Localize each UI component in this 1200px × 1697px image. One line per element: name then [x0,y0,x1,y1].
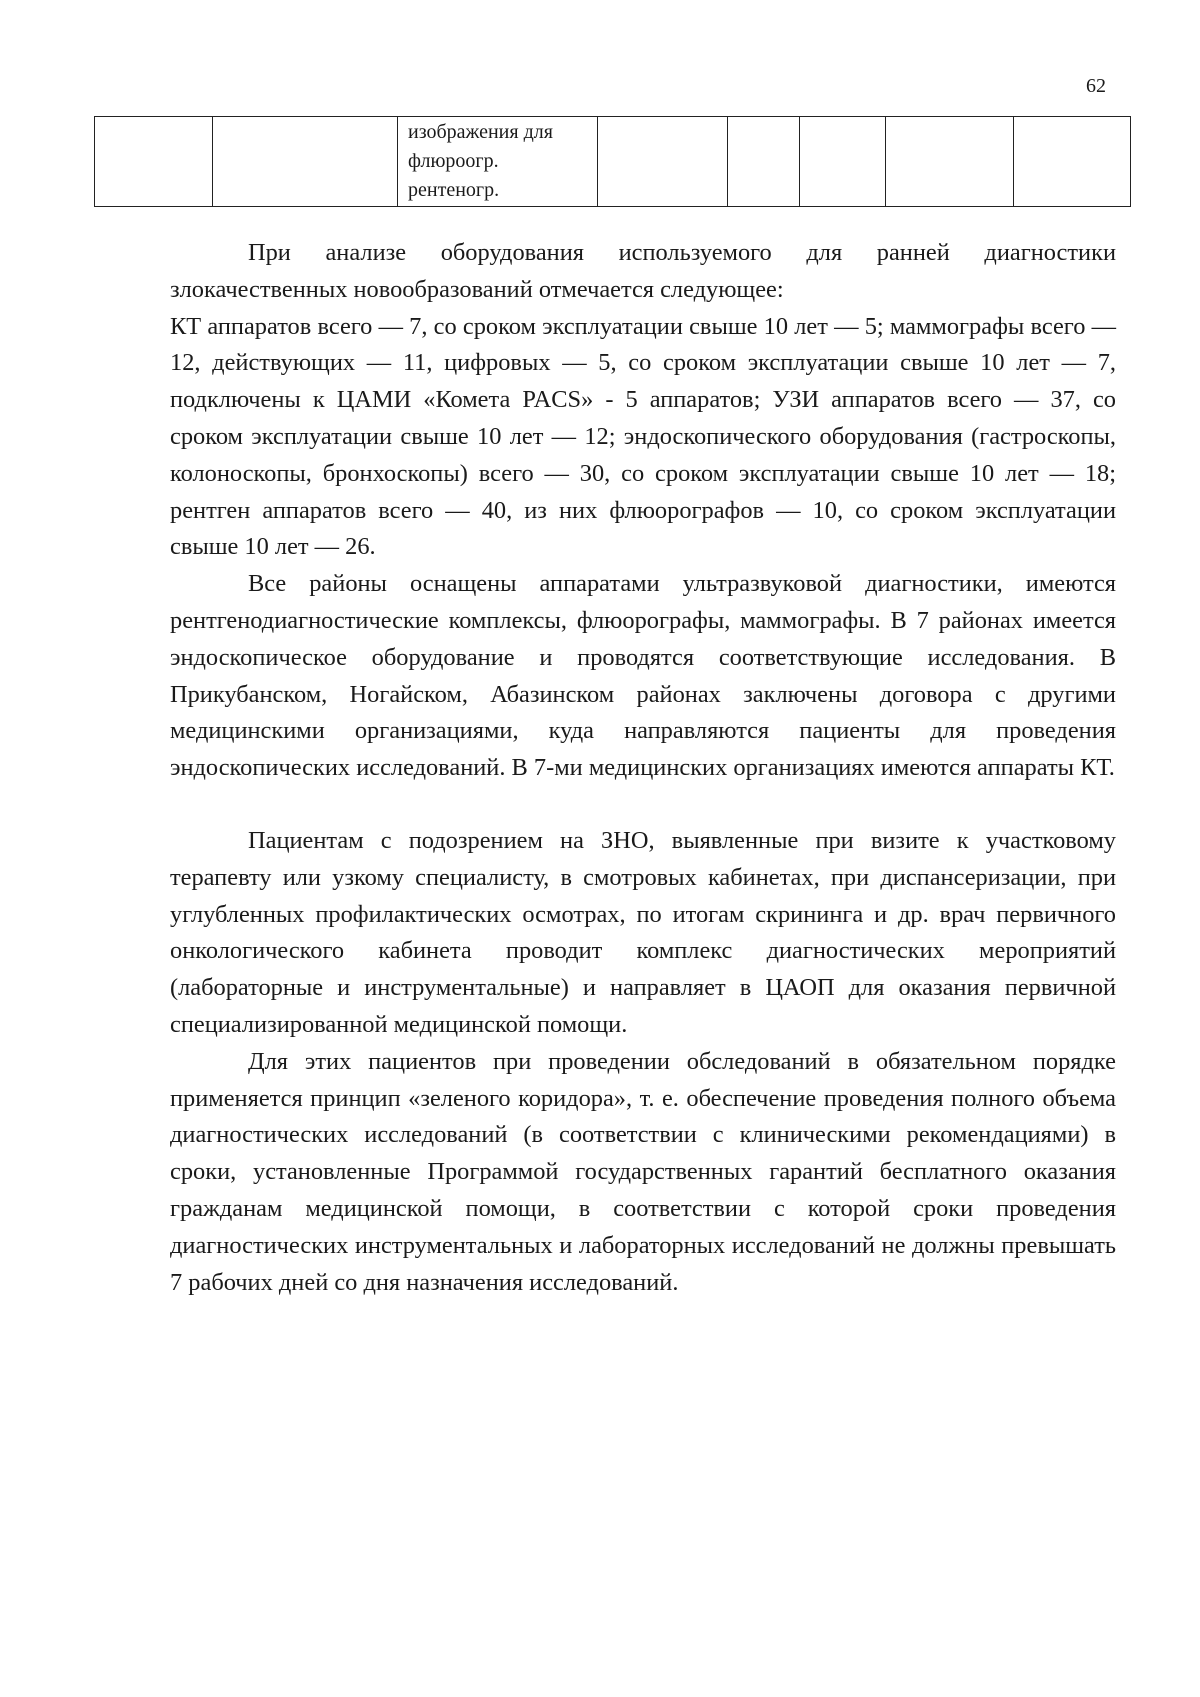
cell-text-line: флюроогр. [408,150,499,172]
table-cell [213,117,398,207]
document-body [170,235,1116,1301]
table-cell [886,117,1014,207]
table-cell [800,117,886,207]
paragraph-patients-zno: Пациентам с подозрением на ЗНО, выявленные при визите к участковому терапевту или узкому специалисту, в смотровых кабинетах, при диспансеризации, при углубленных профилактических осмотрах, по итогам скрининга и др. врач первичного онкологического кабинета проводит комплекс диагностических мероприятий (лабораторные и инструментальные) и направляет в ЦАОП для оказания первичной специализированной медицинской помощи. [170,826,1116,1038]
cell-text-line: рентеногр. [408,179,500,201]
table-row [95,117,1131,207]
table-cell [1014,117,1131,207]
table-cell [728,117,800,207]
table-cell-equipment [398,117,598,207]
page-number: 62 [1086,75,1106,97]
paragraph-districts: Все районы оснащены аппаратами ультразвуковой диагностики, имеются рентгенодиагностические комплексы, флюорографы, маммографы. В 7 районах имеется эндоскопическое оборудование и проводятся соответствующие исследования. В Прикубанском, Ногайском, Абазинском районах заключены договора с другими медицинскими организациями, куда направляются пациенты для проведения эндоскопических исследований. В 7-ми медицинских организациях имеются аппараты КТ. [170,570,1116,782]
cell-text-line: изображения для [408,121,553,143]
table-cell [598,117,728,207]
paragraph-equipment-intro: При анализе оборудования используемого для ранней диагностики злокачественных новообразований отмечается следующее: [170,239,1116,303]
table-cell [95,117,213,207]
paragraph-green-corridor: Для этих пациентов при проведении обследований в обязательном порядке применяется принцип «зеленого коридора», т. е. обеспечение проведения полного объема диагностических исследований (в соответствии с клиническими рекомендациями) в сроки, установленные Программой государственных гарантий бесплатного оказания гражданам медицинской помощи, в соответствии с которой сроки проведения диагностических инструментальных и лабораторных исследований не должны превышать 7 рабочих дней со дня назначения исследований. [170,1047,1116,1296]
paragraph-equipment-counts: КТ аппаратов всего — 7, со сроком эксплуатации свыше 10 лет — 5; маммографы всего — 12, действующих — 11, цифровых — 5, со сроком эксплуатации свыше 10 лет — 7, подключены к ЦАМИ «Комета PACS» - 5 аппаратов; УЗИ аппаратов всего — 37, со сроком эксплуатации свыше 10 лет — 12; эндоскопического оборудования (гастроскопы, колоноскопы, бронхоскопы) всего — 30, со сроком эксплуатации свыше 10 лет — 18; рентген аппаратов всего — 40, из них флюорографов — 10, со сроком эксплуатации свыше 10 лет — 26. [170,312,1116,561]
table-fragment [94,116,1131,207]
